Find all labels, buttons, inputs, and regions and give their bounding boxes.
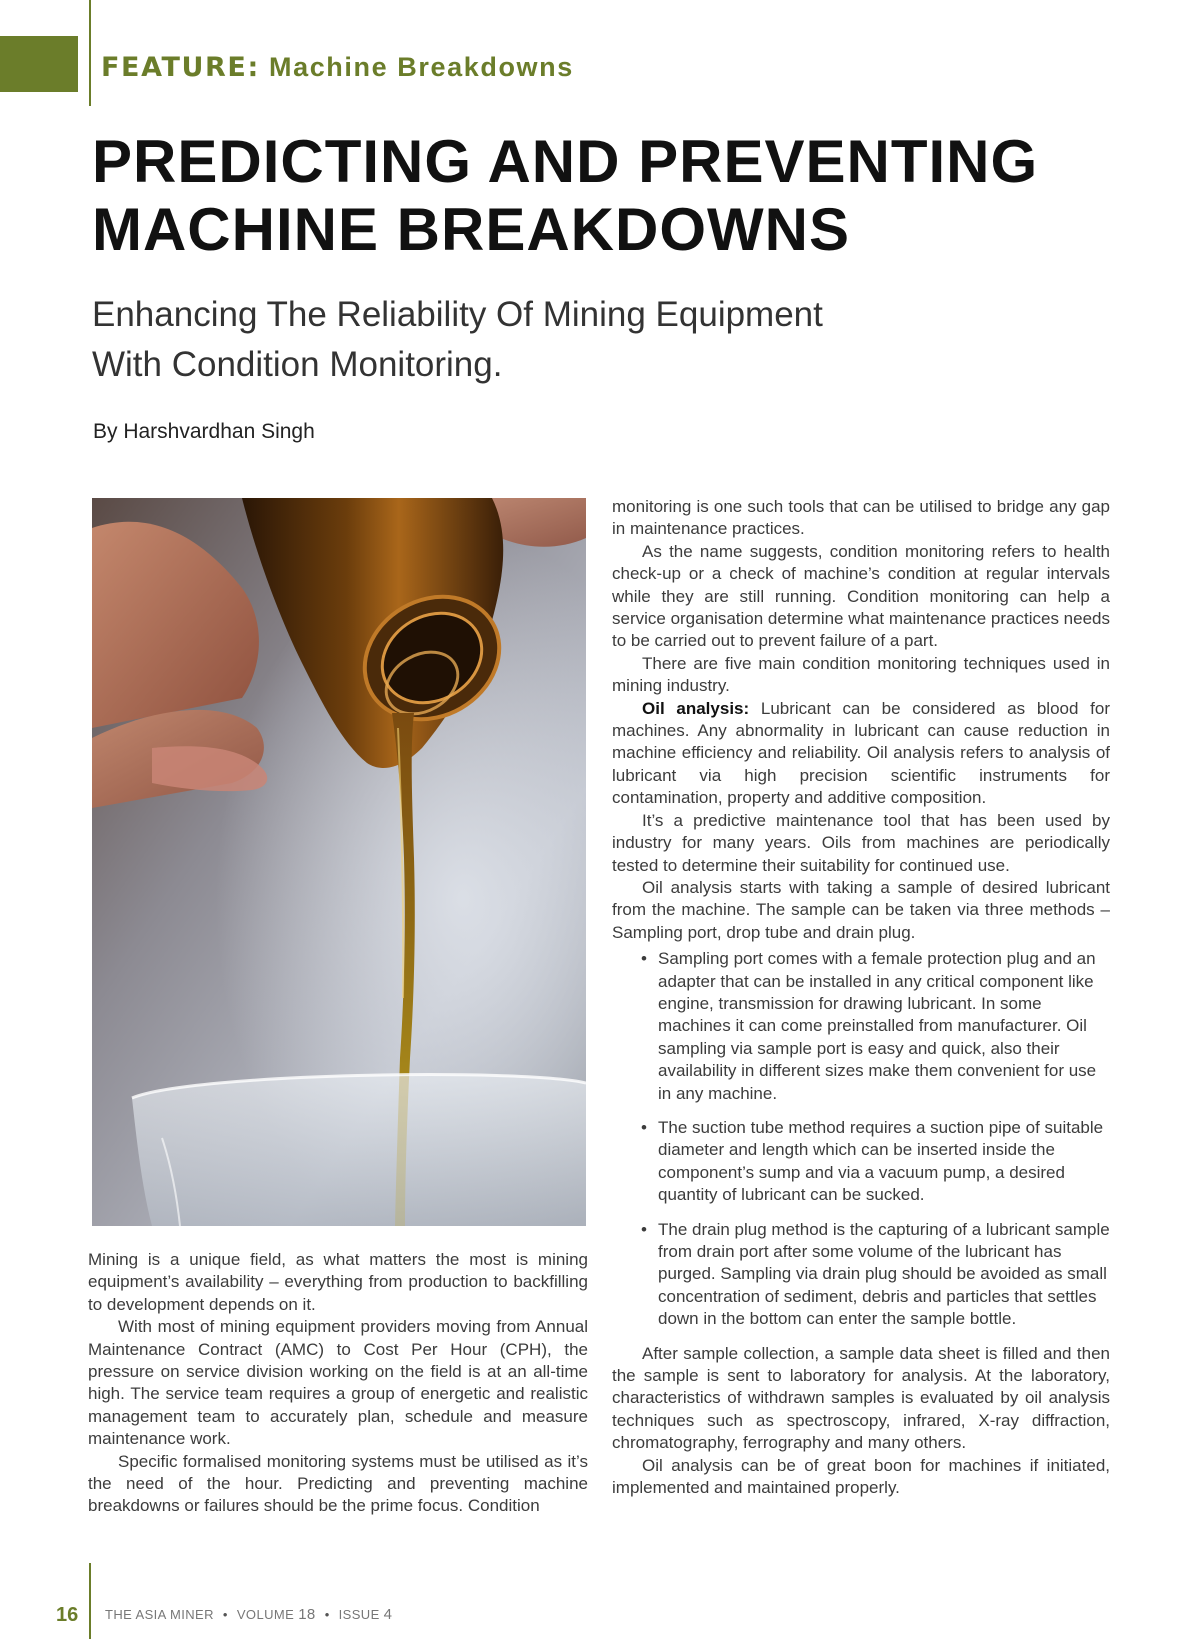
body-paragraph: Oil analysis starts with taking a sample of desired lubricant from the machine. The sample can be taken via three methods – Sampling port, drop tube and drain plug. [612,877,1110,942]
publication-name: THE ASIA MINER [105,1607,214,1622]
issue-number: 4 [383,1606,393,1623]
headline-line-2: MACHINE BREAKDOWNS [92,196,850,263]
body-paragraph: After sample collection, a sample data sheet is filled and then the sample is sent to laboratory for analysis. At the laboratory, characteristics of withdrawn samples is evaluated by oil analysis techniques such as spectroscopy, infrared, X-ray diffraction, chromatography, ferrography and many others. [612,1343,1110,1453]
byline: By Harshvardhan Singh [93,420,315,443]
list-item-text: The drain plug method is the capturing of a lubricant sample from drain port after some volume of the lubricant has purged. Sampling via drain plug should be avoided as small concentration of sediment, debris and particles that settles down in the bottom can enter the sample bottle. [658,1219,1110,1329]
list-item [612,1219,1110,1331]
separator-dot: • [222,1607,228,1622]
body-paragraph: There are five main condition monitoring techniques used in mining industry. [612,653,1110,696]
section-color-block [0,36,78,92]
kicker-lead: FEATURE: [101,52,260,83]
publication-info [105,1606,392,1623]
list-item [612,948,1110,1105]
page-number: 16 [56,1604,79,1626]
sampling-methods-list [612,948,1110,1331]
oil-analysis-paragraph [612,698,1110,810]
issue-label: ISSUE [338,1607,380,1622]
body-paragraph: Mining is a unique field, as what matters the most is mining equipment’s availability – everything from production to backfilling to development depends on it. [88,1250,588,1314]
list-item-text: Sampling port comes with a female protection plug and an adapter that can be installed in any critical component like engine, transmission for drawing lubricant. In some machines it can come preinstalled from manufacturer. Oil sampling via sample port is easy and quick, also their availability in different sizes make them convenient for use in any machine. [658,949,1097,1103]
kicker-topic: Machine Breakdowns [268,52,574,82]
bullet-icon: • [641,1117,647,1137]
body-paragraph: monitoring is one such tools that can be utilised to bridge any gap in maintenance practices. [612,497,1110,539]
deck-line-2: With Condition Monitoring. [92,345,503,384]
list-item [612,1117,1110,1207]
volume-number: 18 [298,1606,316,1623]
deck-line-1: Enhancing The Reliability Of Mining Equipment [92,295,823,334]
oil-pouring-photo [92,498,586,1226]
body-paragraph: With most of mining equipment providers moving from Annual Maintenance Contract (AMC) to Cost Per Hour (CPH), the pressure on service division working on the field is at an all-time high. The service team requires a group of energetic and realistic management team to accurately plan, schedule and measure maintenance work. [88,1317,588,1449]
right-text-column [612,496,1110,1499]
header-vertical-rule [89,0,91,106]
section-kicker [101,52,574,83]
body-paragraph: Specific formalised monitoring systems must be utilised as it’s the need of the hour. Predicting and preventing machine breakdowns or failures should be the prime focus. Condition [88,1451,588,1516]
left-text-column [88,1249,588,1518]
body-paragraph: As the name suggests, condition monitoring refers to health check-up or a check of machine’s condition at regular intervals while they are still running. Condition monitoring can help a service organisation determine what maintenance practices needs to be carried out to prevent failure of a part. [612,541,1110,651]
bullet-icon: • [641,1219,647,1239]
body-paragraph: It’s a predictive maintenance tool that has been used by industry for many years. Oils from machines are periodically tested to determine their suitability for continued use. [612,810,1110,875]
oil-analysis-text: Lubricant can be considered as blood for machines. Any abnormality in lubricant can cause reduction in machine efficiency and reliability. Oil analysis refers to analysis of lubricant via high precision scientific instruments for contamination, property and additive composition. [612,698,1110,808]
article-headline [92,128,1132,264]
oil-analysis-label: Oil analysis: [642,698,750,718]
bullet-icon: • [641,949,647,969]
headline-line-1: PREDICTING AND PREVENTING [92,128,1039,195]
separator-dot: • [324,1607,330,1622]
article-deck [92,290,992,390]
body-paragraph: Oil analysis can be of great boon for machines if initiated, implemented and maintained properly. [612,1455,1110,1498]
volume-label: VOLUME [236,1607,295,1622]
footer-vertical-rule [89,1563,91,1639]
list-item-text: The suction tube method requires a suction pipe of suitable diameter and length which can be inserted inside the component’s sump and via a vacuum pump, a desired quantity of lubricant can be sucked. [658,1117,1104,1205]
